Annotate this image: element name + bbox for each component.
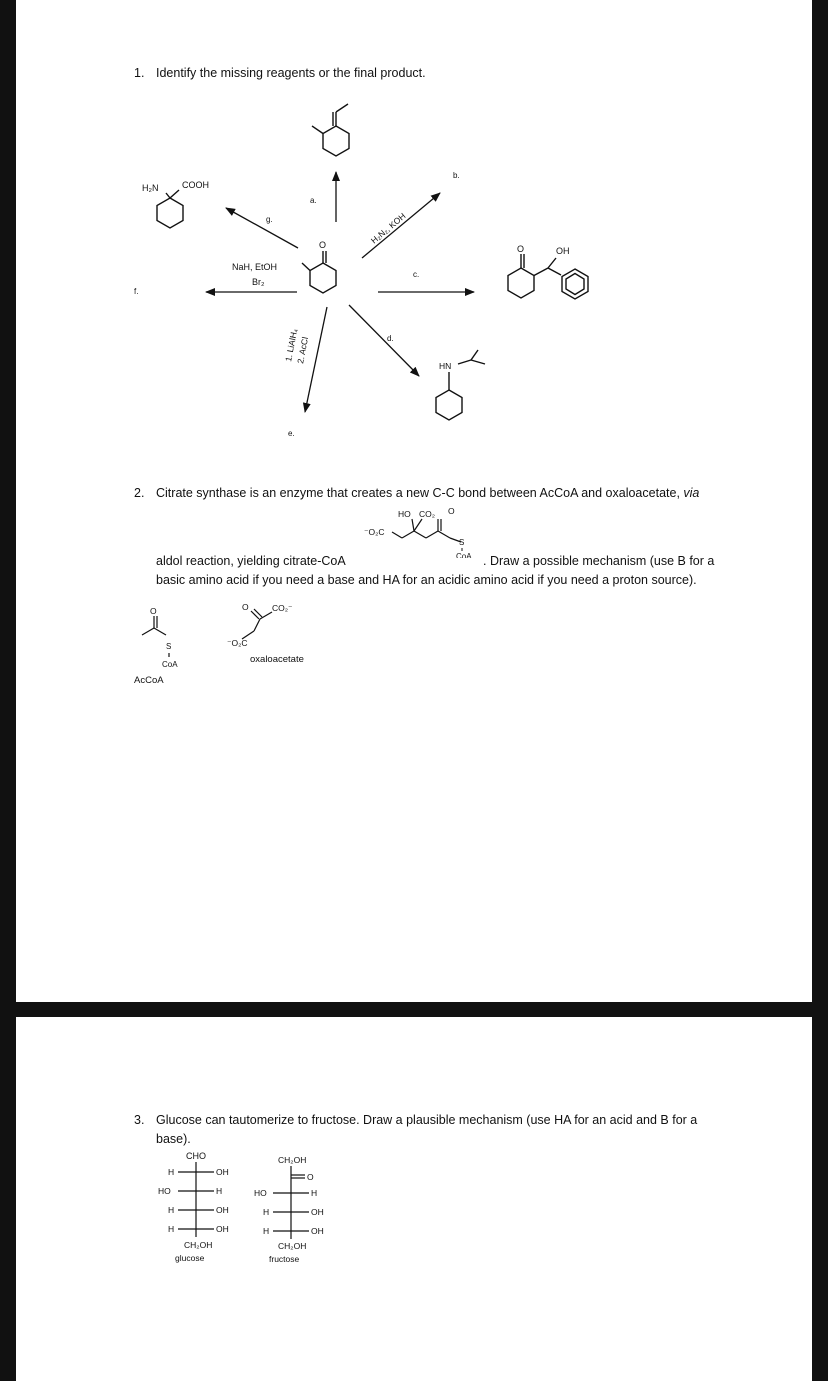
accoa-coa-label: CoA — [162, 660, 178, 669]
reagent-br2: Br₂ — [252, 277, 265, 287]
label-f: f. — [134, 287, 139, 296]
question-2-via: via — [683, 486, 700, 500]
question-3-line-2: base). — [156, 1132, 191, 1146]
question-2-number: 2. — [134, 486, 145, 500]
arrow-g — [226, 208, 298, 248]
amine-nh-label: HN — [439, 361, 452, 371]
citrate-coa-label: CoA — [456, 552, 472, 558]
reagent-lialh4: 1. LiAlH₄ — [283, 327, 300, 363]
glucose-c4-right: OH — [216, 1205, 229, 1215]
arrow-d — [349, 305, 419, 376]
carboxyl-cooh-label: COOH — [182, 180, 209, 190]
question-2-line-1 — [156, 484, 699, 503]
glucose-c5-right: OH — [216, 1224, 229, 1234]
question-2-line-1-text: Citrate synthase is an enzyme that creates a new C-C bond between AcCoA and oxaloacetate, — [156, 486, 684, 500]
citrate-ho-label: HO — [398, 509, 411, 519]
fischer-projections — [146, 1147, 406, 1277]
fructose-top-label: CH₂OH — [278, 1155, 307, 1165]
question-1-number: 1. — [134, 66, 145, 80]
citrate-o2c-label: ⁻O₂C — [364, 527, 385, 537]
glucose-c2-right: OH — [216, 1167, 229, 1177]
product-a-structure — [312, 104, 349, 156]
fructose-c4-right: OH — [311, 1207, 324, 1217]
fructose-c3-right: H — [311, 1188, 318, 1198]
glucose-c5-left: H — [168, 1224, 175, 1234]
fructose-c5-right: OH — [311, 1226, 324, 1236]
glucose-c4-left: H — [168, 1205, 175, 1215]
label-e: e. — [288, 429, 295, 438]
label-g: g. — [266, 215, 273, 224]
question-3-number: 3. — [134, 1113, 145, 1127]
reagent-wolff-kishner: H₂N₂, KOH — [368, 210, 408, 246]
accoa-name-label: AcCoA — [134, 675, 164, 686]
question-1-reaction-scheme — [16, 90, 812, 540]
amine-h2n-label: H₂N — [142, 183, 159, 193]
product-c-oxygen-label: O — [517, 244, 525, 254]
glucose-name-label: glucose — [175, 1253, 205, 1263]
label-b: b. — [453, 171, 460, 180]
glucose-c3-left: HO — [158, 1186, 171, 1196]
oxaloacetate-structure — [242, 609, 272, 639]
fructose-c4-left: H — [263, 1207, 270, 1217]
question-3-line-1: Glucose can tautomerize to fructose. Draw a plausible mechanism (use HA for an acid and B for a — [156, 1113, 698, 1127]
fructose-bottom-label: CH₂OH — [278, 1241, 307, 1251]
question-1-prompt: Identify the missing reagents or the final product. — [156, 66, 426, 80]
fructose-c3-left: HO — [254, 1188, 267, 1198]
document-page-1 — [16, 0, 812, 1002]
fructose-carbonyl-label: O — [307, 1172, 314, 1182]
fructose-fischer-projection — [254, 1155, 324, 1264]
reagent-accl: 2. AcCl — [295, 336, 311, 365]
accoa-sulfur-label: S — [166, 642, 172, 651]
glucose-bottom-label: CH₂OH — [184, 1240, 213, 1250]
glucose-c2-left: H — [168, 1167, 175, 1177]
cyclohexanone-starting-material — [302, 251, 336, 293]
question-2-line-2-b: . Draw a possible mechanism (use B for a — [483, 554, 715, 568]
product-g-amino-acid-structure — [157, 190, 183, 228]
accoa-oxaloacetate-structures — [126, 595, 456, 695]
oxaloacetate-oxygen-label: O — [242, 602, 249, 612]
reagent-nah-etoh: NaH, EtOH — [232, 262, 278, 272]
document-page-2 — [16, 1017, 812, 1381]
product-c-aldol-structure — [508, 254, 588, 299]
question-2-line-2-a: aldol reaction, yielding citrate-CoA — [156, 554, 346, 568]
oxaloacetate-o2c-label: ⁻O₂C — [227, 638, 248, 648]
label-a: a. — [310, 196, 317, 205]
arrow-e — [305, 307, 327, 412]
accoa-structure — [142, 616, 172, 657]
accoa-oxygen-label: O — [150, 606, 157, 616]
arrow-b — [362, 193, 440, 258]
fructose-name-label: fructose — [269, 1254, 300, 1264]
glucose-fischer-projection — [158, 1151, 229, 1263]
label-c: c. — [413, 270, 420, 279]
glucose-c3-right: H — [216, 1186, 223, 1196]
product-c-hydroxyl-label: OH — [556, 246, 570, 256]
oxaloacetate-carboxylate-label: CO₂⁻ — [272, 603, 293, 613]
fructose-c5-left: H — [263, 1226, 270, 1236]
question-2-line-3-text: basic amino acid if you need a base and HA for an acidic amino acid if you need a proton source). — [156, 573, 697, 587]
citrate-coa-structure — [356, 502, 486, 558]
label-d: d. — [387, 334, 394, 343]
glucose-top-label: CHO — [186, 1151, 206, 1161]
oxaloacetate-name-label: oxaloacetate — [250, 654, 304, 665]
citrate-o-label: O — [448, 506, 455, 516]
carbonyl-oxygen-label: O — [319, 240, 327, 250]
citrate-s-label: S — [459, 538, 465, 547]
citrate-co2-label: CO₂ — [419, 509, 436, 519]
